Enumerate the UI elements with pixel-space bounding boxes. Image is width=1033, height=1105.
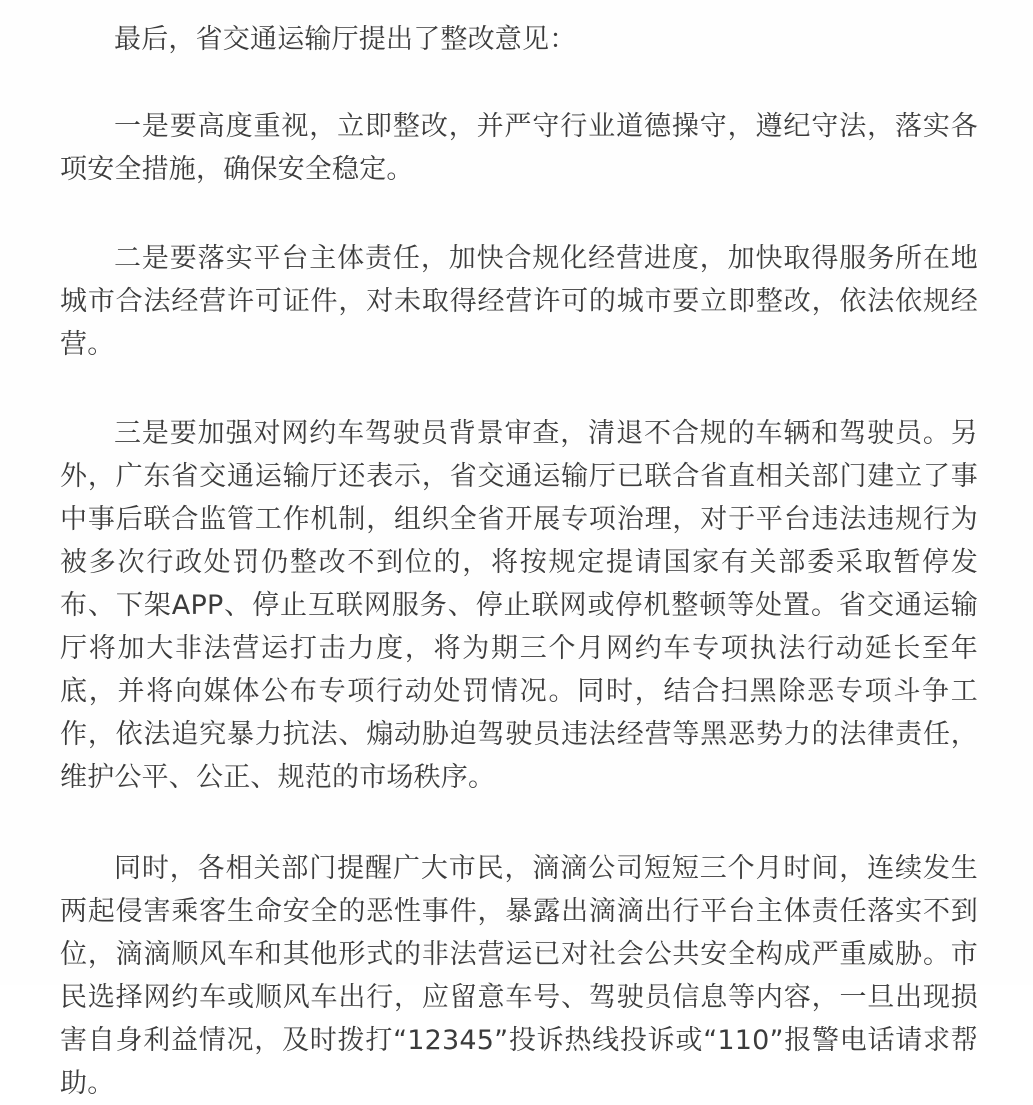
article-body: [60, 18, 978, 1105]
paragraph-item-three: 三是要加强对网约车驾驶员背景审查，清退不合规的车辆和驾驶员。另外，广东省交通运输厅还表示，省交通运输厅已联合省直相关部门建立了事中事后联合监管工作机制，组织全省开展专项治理，对于平台违法违规行为被多次行政处罚仍整改不到位的，将按规定提请国家有关部委采取暂停发布、下架APP、停止互联网服务、停止联网或停机整顿等处置。省交通运输厅将加大非法营运打击力度，将为期三个月网约车专项执法行动延长至年底，并将向媒体公布专项行动处罚情况。同时，结合扫黑除恶专项斗争工作，依法追究暴力抗法、煽动胁迫驾驶员违法经营等黑恶势力的法律责任，维护公平、公正、规范的市场秩序。: [60, 418, 978, 793]
paragraph-intro: 最后，省交通运输厅提出了整改意见：: [114, 24, 577, 55]
paragraph-closing-reminder: 同时，各相关部门提醒广大市民，滴滴公司短短三个月时间，连续发生两起侵害乘客生命安全的恶性事件，暴露出滴滴出行平台主体责任落实不到位，滴滴顺风车和其他形式的非法营运已对社会公共安全构成严重威胁。市民选择网约车或顺风车出行，应留意车号、驾驶员信息等内容，一旦出现损害自身利益情况，及时拨打“12345”投诉热线投诉或“110”报警电话请求帮助。: [60, 853, 978, 1099]
paragraph-item-two: 二是要落实平台主体责任，加快合规化经营进度，加快取得服务所在地城市合法经营许可证件，对未取得经营许可的城市要立即整改，依法依规经营。: [60, 243, 978, 360]
paragraph-item-one: 一是要高度重视，立即整改，并严守行业道德操守，遵纪守法，落实各项安全措施，确保安全稳定。: [60, 111, 978, 185]
